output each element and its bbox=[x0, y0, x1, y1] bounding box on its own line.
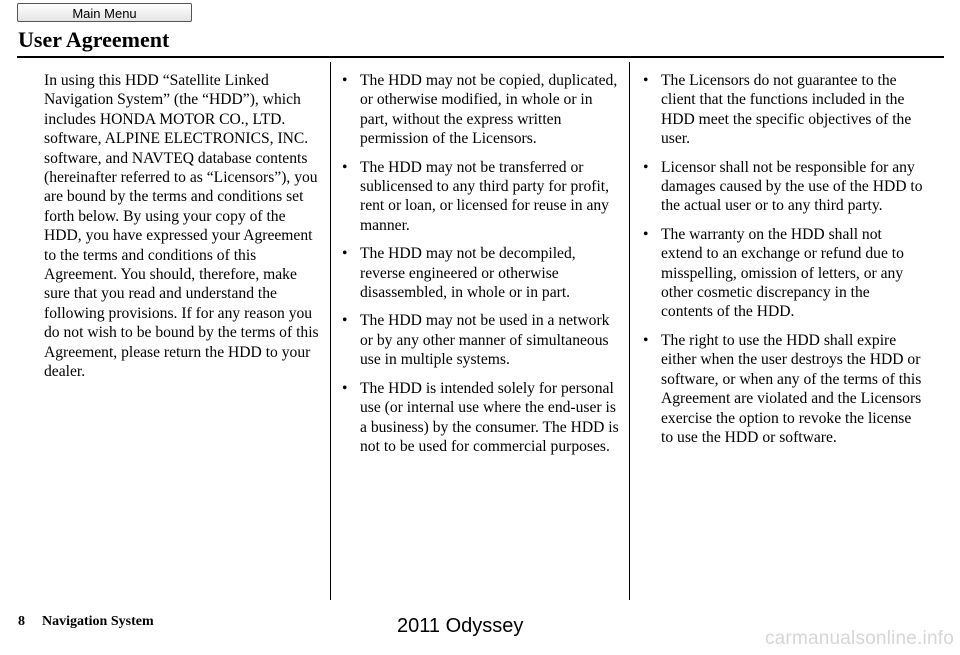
main-menu-button[interactable]: Main Menu bbox=[17, 3, 192, 22]
restrictions-column bbox=[342, 71, 622, 465]
bullet-icon: • bbox=[643, 225, 649, 243]
bullet-icon: • bbox=[342, 312, 348, 330]
page-number: 8 bbox=[18, 614, 25, 629]
list-item-text: The HDD may not be used in a network or by any other manner of simultaneous use in multiple systems. bbox=[360, 312, 610, 369]
bullet-icon: • bbox=[643, 158, 649, 176]
model-label: 2011 Odyssey bbox=[397, 615, 524, 637]
warranty-column bbox=[643, 71, 923, 456]
bullet-icon: • bbox=[643, 72, 649, 89]
column-divider-1 bbox=[330, 62, 331, 600]
column-divider-2 bbox=[629, 62, 630, 600]
list-item bbox=[342, 158, 622, 236]
list-item-text: The HDD may not be transferred or sublicensed to any third party for profit, rent or loan, or licensed for reuse in any manner. bbox=[360, 158, 610, 234]
site-watermark: carmanualsonline.info bbox=[764, 628, 954, 649]
list-item bbox=[342, 244, 622, 302]
list-item-text: The Licensors do not guarantee to the client that the functions included in the HDD meet the specific objectives of the user. bbox=[661, 72, 912, 148]
list-item bbox=[643, 158, 923, 216]
page-title: User Agreement bbox=[18, 27, 170, 52]
list-item-text: The right to use the HDD shall expire either when the user destroys the HDD or software, or when any of the terms of this Agreement are violated and the Licensors exercise the option to revoke the license to use the HDD or software. bbox=[661, 331, 922, 446]
warranty-list bbox=[643, 71, 923, 447]
bullet-icon: • bbox=[342, 72, 348, 89]
bullet-icon: • bbox=[342, 158, 348, 176]
list-item-text: The HDD may not be copied, duplicated, or otherwise modified, in whole or in part, without the express written permission of the Licensors. bbox=[360, 72, 618, 148]
list-item-text: The warranty on the HDD shall not extend to an exchange or refund due to misspelling, omission of letters, or any other cosmetic discrepancy in the contents of the HDD. bbox=[661, 225, 904, 321]
list-item bbox=[643, 331, 923, 447]
list-item bbox=[643, 71, 923, 149]
list-item-text: The HDD may not be decompiled, reverse engineered or otherwise disassembled, in whole or in part. bbox=[360, 245, 576, 302]
list-item bbox=[643, 225, 923, 322]
bullet-icon: • bbox=[342, 245, 348, 263]
list-item bbox=[342, 71, 622, 149]
section-name: Navigation System bbox=[42, 614, 154, 629]
intro-paragraph: In using this HDD “Satellite Linked Navigation System” (the “HDD”), which includes HONDA MOTOR CO., LTD. software, ALPINE ELECTRONICS, INC. software, and NAVTEQ database contents (hereinafter referred to as “Licensors”), you are bound by the terms and conditions set forth below. By using your copy of the HDD, you have expressed your Agreement to the terms and conditions of this Agreement. You should, therefore, make sure that you read and understand the following provisions. If for any reason you do not wish to be bound by the terms of this Agreement, please return the HDD to your dealer. bbox=[44, 72, 319, 381]
list-item bbox=[342, 311, 622, 369]
list-item-text: The HDD is intended solely for personal use (or internal use where the end-user is a business) by the consumer. The HDD is not to be used for commercial purposes. bbox=[360, 379, 619, 455]
bullet-icon: • bbox=[643, 331, 649, 349]
restrictions-list bbox=[342, 71, 622, 456]
intro-column bbox=[44, 71, 322, 382]
list-item bbox=[342, 379, 622, 457]
title-rule bbox=[17, 56, 944, 58]
list-item-text: Licensor shall not be responsible for any damages caused by the use of the HDD to the actual user or to any third party. bbox=[661, 158, 923, 215]
bullet-icon: • bbox=[342, 379, 348, 397]
